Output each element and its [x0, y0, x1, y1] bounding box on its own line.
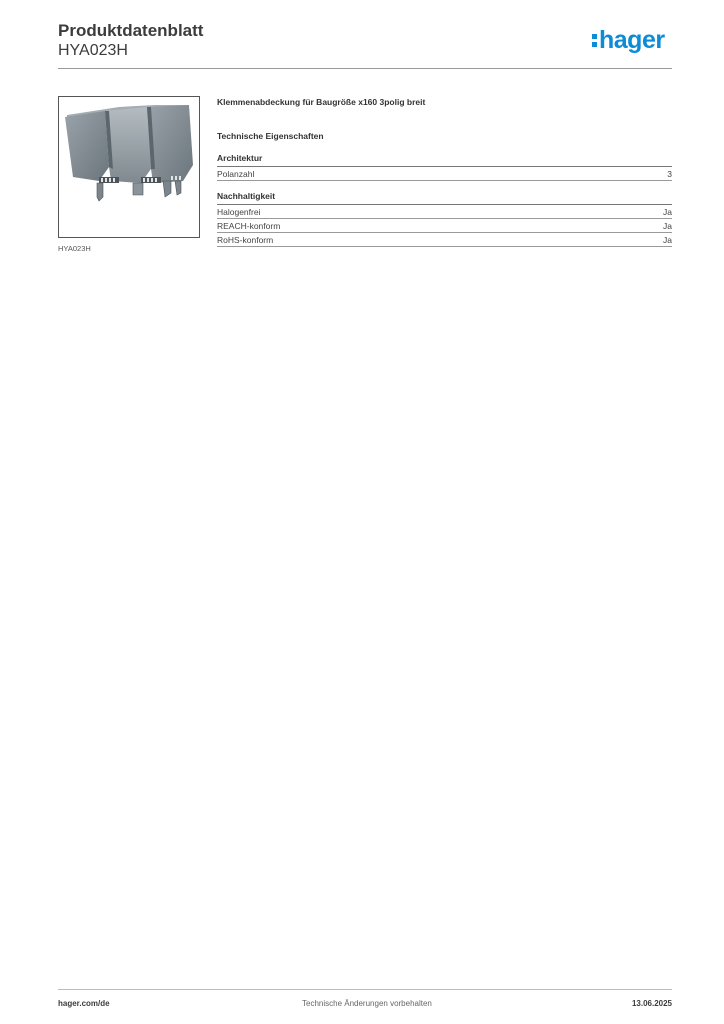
product-details [217, 96, 672, 247]
spec-group-nachhaltigkeit [217, 190, 672, 247]
spec-group-title: Architektur [217, 152, 672, 167]
document-subtitle: HYA023H [58, 42, 128, 59]
spec-label: Polanzahl [217, 169, 255, 179]
product-image-caption: HYA023H [58, 244, 91, 253]
spec-value: 3 [667, 169, 672, 179]
spec-row [217, 167, 672, 181]
spec-group-title: Nachhaltigkeit [217, 190, 672, 205]
spec-group-architektur [217, 152, 672, 181]
product-description: Klemmenabdeckung für Baugröße x160 3polig breit [217, 97, 426, 107]
footer-website-link[interactable]: hager.com/de [58, 999, 110, 1008]
footer-date: 13.06.2025 [631, 999, 672, 1008]
header-divider [58, 68, 672, 69]
spec-label: Halogenfrei [217, 207, 261, 217]
spec-label: REACH-konform [217, 221, 281, 231]
logo-dots-icon [592, 31, 598, 49]
spec-value: Ja [663, 221, 672, 231]
specs-section-title: Technische Eigenschaften [217, 131, 324, 141]
hager-logo [592, 27, 665, 53]
spec-row [217, 205, 672, 219]
spec-row [217, 219, 672, 233]
spec-row [217, 233, 672, 247]
footer-divider [58, 989, 672, 990]
footer-notice: Technische Änderungen vorbehalten [302, 999, 432, 1008]
spec-value: Ja [663, 235, 672, 245]
product-image [58, 96, 200, 238]
document-title: Produktdatenblatt [58, 21, 204, 40]
spec-value: Ja [663, 207, 672, 217]
spec-label: RoHS-konform [217, 235, 274, 245]
terminal-cover-illustration [59, 97, 199, 237]
logo-text: hager [599, 26, 665, 54]
